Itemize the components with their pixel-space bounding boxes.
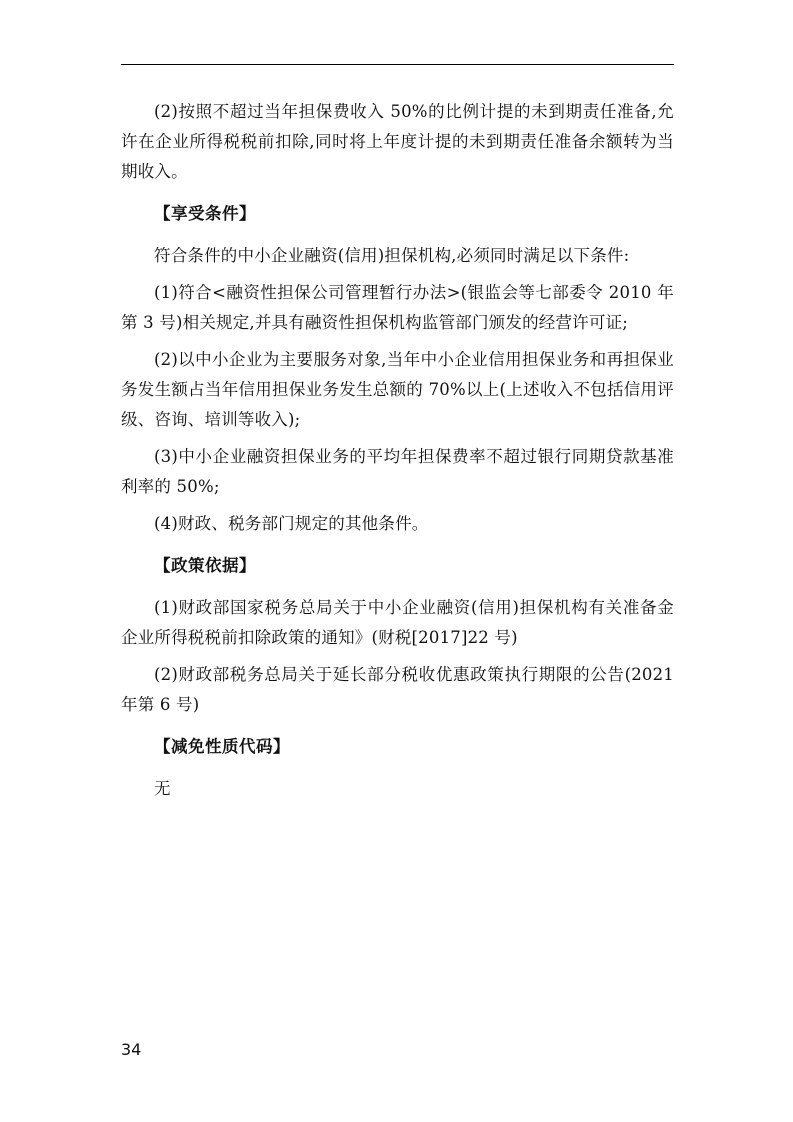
paragraph-condition-2: (2)以中小企业为主要服务对象,当年中小企业信用担保业务和再担保业务发生额占当年信用担保业务发生总额的 70%以上(上述收入不包括信用评级、咨询、培训等收入); xyxy=(121,350,674,429)
paragraph-condition-1: (1)符合<融资性担保公司管理暂行办法>(银监会等七部委令 2010 年第 3 号)相关规定,并具有融资性担保机构监管部门颁发的经营许可证; xyxy=(121,283,674,332)
page-number: 34 xyxy=(121,1040,142,1059)
paragraph-basis-2: (2)财政部税务总局关于延长部分税收优惠政策执行期限的公告(2021 年第 6 号) xyxy=(121,665,674,714)
page-body xyxy=(121,97,674,804)
paragraph-reserve-deduction: (2)按照不超过当年担保费收入 50%的比例计提的未到期责任准备,允许在企业所得税税前扣除,同时将上年度计提的未到期责任准备余额转为当期收入。 xyxy=(121,102,674,181)
paragraph-conditions-intro: 符合条件的中小企业融资(信用)担保机构,必须同时满足以下条件: xyxy=(154,246,630,265)
paragraph-condition-4: (4)财政、税务部门规定的其他条件。 xyxy=(154,514,429,533)
paragraph-condition-3: (3)中小企业融资担保业务的平均年担保费率不超过银行同期贷款基准利率的 50%; xyxy=(121,447,674,496)
heading-policy-basis: 【政策依据】 xyxy=(154,556,256,575)
paragraph-basis-1: (1)财政部国家税务总局关于中小企业融资(信用)担保机构有关准备金企业所得税税前扣除政策的通知》(财税[2017]22 号) xyxy=(121,598,674,647)
paragraph-reduction-code-value: 无 xyxy=(154,779,171,798)
heading-conditions: 【享受条件】 xyxy=(154,204,256,223)
header-rule xyxy=(121,64,674,65)
heading-reduction-code: 【减免性质代码】 xyxy=(154,737,290,756)
